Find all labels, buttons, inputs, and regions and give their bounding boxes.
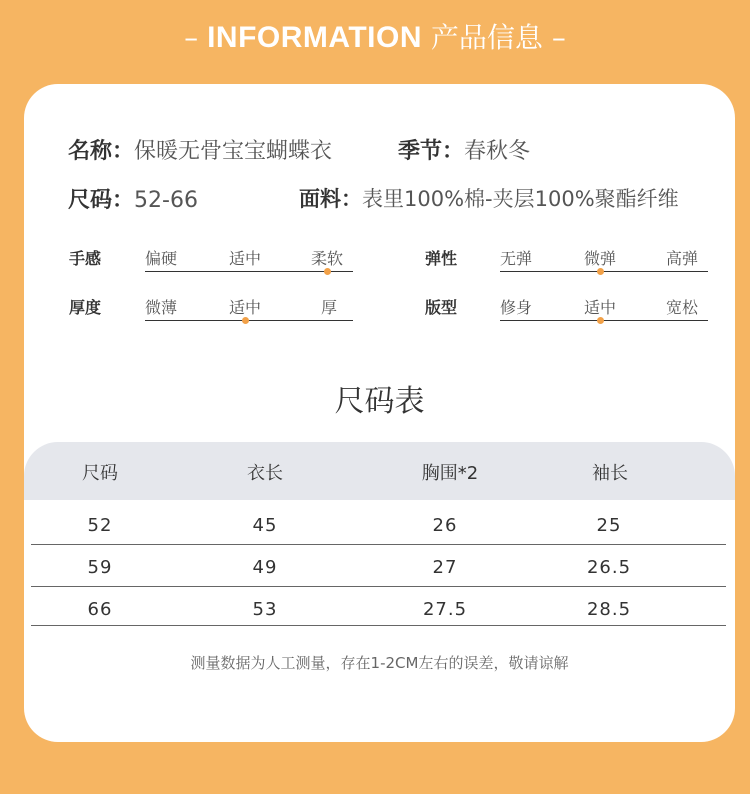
attr-option: 高弹 xyxy=(666,249,699,268)
attr-option: 微薄 xyxy=(145,298,178,317)
attr-line xyxy=(145,271,353,272)
attr-line xyxy=(145,320,353,321)
attr-indicator-dot xyxy=(597,268,604,275)
info-card xyxy=(24,84,735,742)
header-dash-left: – xyxy=(184,21,199,54)
table-cell: 52 xyxy=(87,515,113,536)
table-cell: 53 xyxy=(252,599,278,620)
row-divider xyxy=(31,586,726,587)
attr-indicator-dot xyxy=(242,317,249,324)
table-cell: 45 xyxy=(252,515,278,536)
attr-option: 偏硬 xyxy=(145,249,178,268)
header-title xyxy=(0,18,750,58)
attr-option: 适中 xyxy=(229,298,262,317)
header-dash-right: – xyxy=(551,21,566,54)
attr-indicator-dot xyxy=(324,268,331,275)
attr-option: 厚 xyxy=(321,298,338,317)
info-name-key: 名称： xyxy=(68,139,135,164)
table-cell: 59 xyxy=(87,557,113,578)
attr-scale-fit xyxy=(500,295,708,327)
size-table-header xyxy=(24,442,735,500)
attr-label-thickness: 厚度 xyxy=(69,298,102,317)
info-name-value: 保暖无骨宝宝蝴蝶衣 xyxy=(134,139,333,164)
info-size-value: 52-66 xyxy=(134,188,198,213)
info-size xyxy=(68,183,198,214)
size-table-header-cell: 袖长 xyxy=(592,463,628,484)
info-season-key: 季节： xyxy=(398,139,465,164)
table-cell: 26.5 xyxy=(586,557,632,578)
info-season-value: 春秋冬 xyxy=(464,139,531,164)
measurement-note: 测量数据为人工测量，存在1-2CM左右的误差，敬请谅解 xyxy=(190,654,569,672)
attr-label-elasticity: 弹性 xyxy=(425,249,458,268)
attr-option: 无弹 xyxy=(500,249,533,268)
attr-scale-feel xyxy=(145,246,353,278)
attr-scale-thickness xyxy=(145,295,353,327)
attr-option: 柔软 xyxy=(311,249,344,268)
attr-line xyxy=(500,271,708,272)
table-cell: 26 xyxy=(432,515,458,536)
attr-option: 微弹 xyxy=(584,249,617,268)
attr-label-fit: 版型 xyxy=(425,298,458,317)
attr-scale-elasticity xyxy=(500,246,708,278)
info-fabric xyxy=(299,183,679,213)
info-fabric-value: 表里100%棉-夹层100%聚酯纤维 xyxy=(362,187,679,211)
row-divider xyxy=(31,544,726,545)
table-row xyxy=(24,548,735,590)
table-cell: 66 xyxy=(87,599,113,620)
info-fabric-key: 面料： xyxy=(299,187,362,211)
size-table-title: 尺码表 xyxy=(334,384,425,419)
attr-option: 修身 xyxy=(500,298,533,317)
table-cell: 27 xyxy=(432,557,458,578)
header-title-en: INFORMATION xyxy=(207,21,422,54)
table-cell: 49 xyxy=(252,557,278,578)
size-table-header-cell: 衣长 xyxy=(247,463,283,484)
attr-option: 适中 xyxy=(584,298,617,317)
info-size-key: 尺码： xyxy=(68,188,135,213)
table-cell: 25 xyxy=(596,515,622,536)
row-divider xyxy=(31,625,726,626)
attr-option: 适中 xyxy=(229,249,262,268)
info-name xyxy=(68,134,332,165)
attr-label-feel: 手感 xyxy=(69,249,102,268)
table-cell: 28.5 xyxy=(586,599,632,620)
table-row xyxy=(24,506,735,548)
header-title-cn: 产品信息 xyxy=(430,21,543,54)
attr-indicator-dot xyxy=(597,317,604,324)
info-season xyxy=(398,134,530,165)
attr-line xyxy=(500,320,708,321)
size-table-header-cell: 胸围*2 xyxy=(421,463,479,484)
attr-option: 宽松 xyxy=(666,298,699,317)
table-cell: 27.5 xyxy=(422,599,468,620)
size-table-header-cell: 尺码 xyxy=(82,463,118,484)
